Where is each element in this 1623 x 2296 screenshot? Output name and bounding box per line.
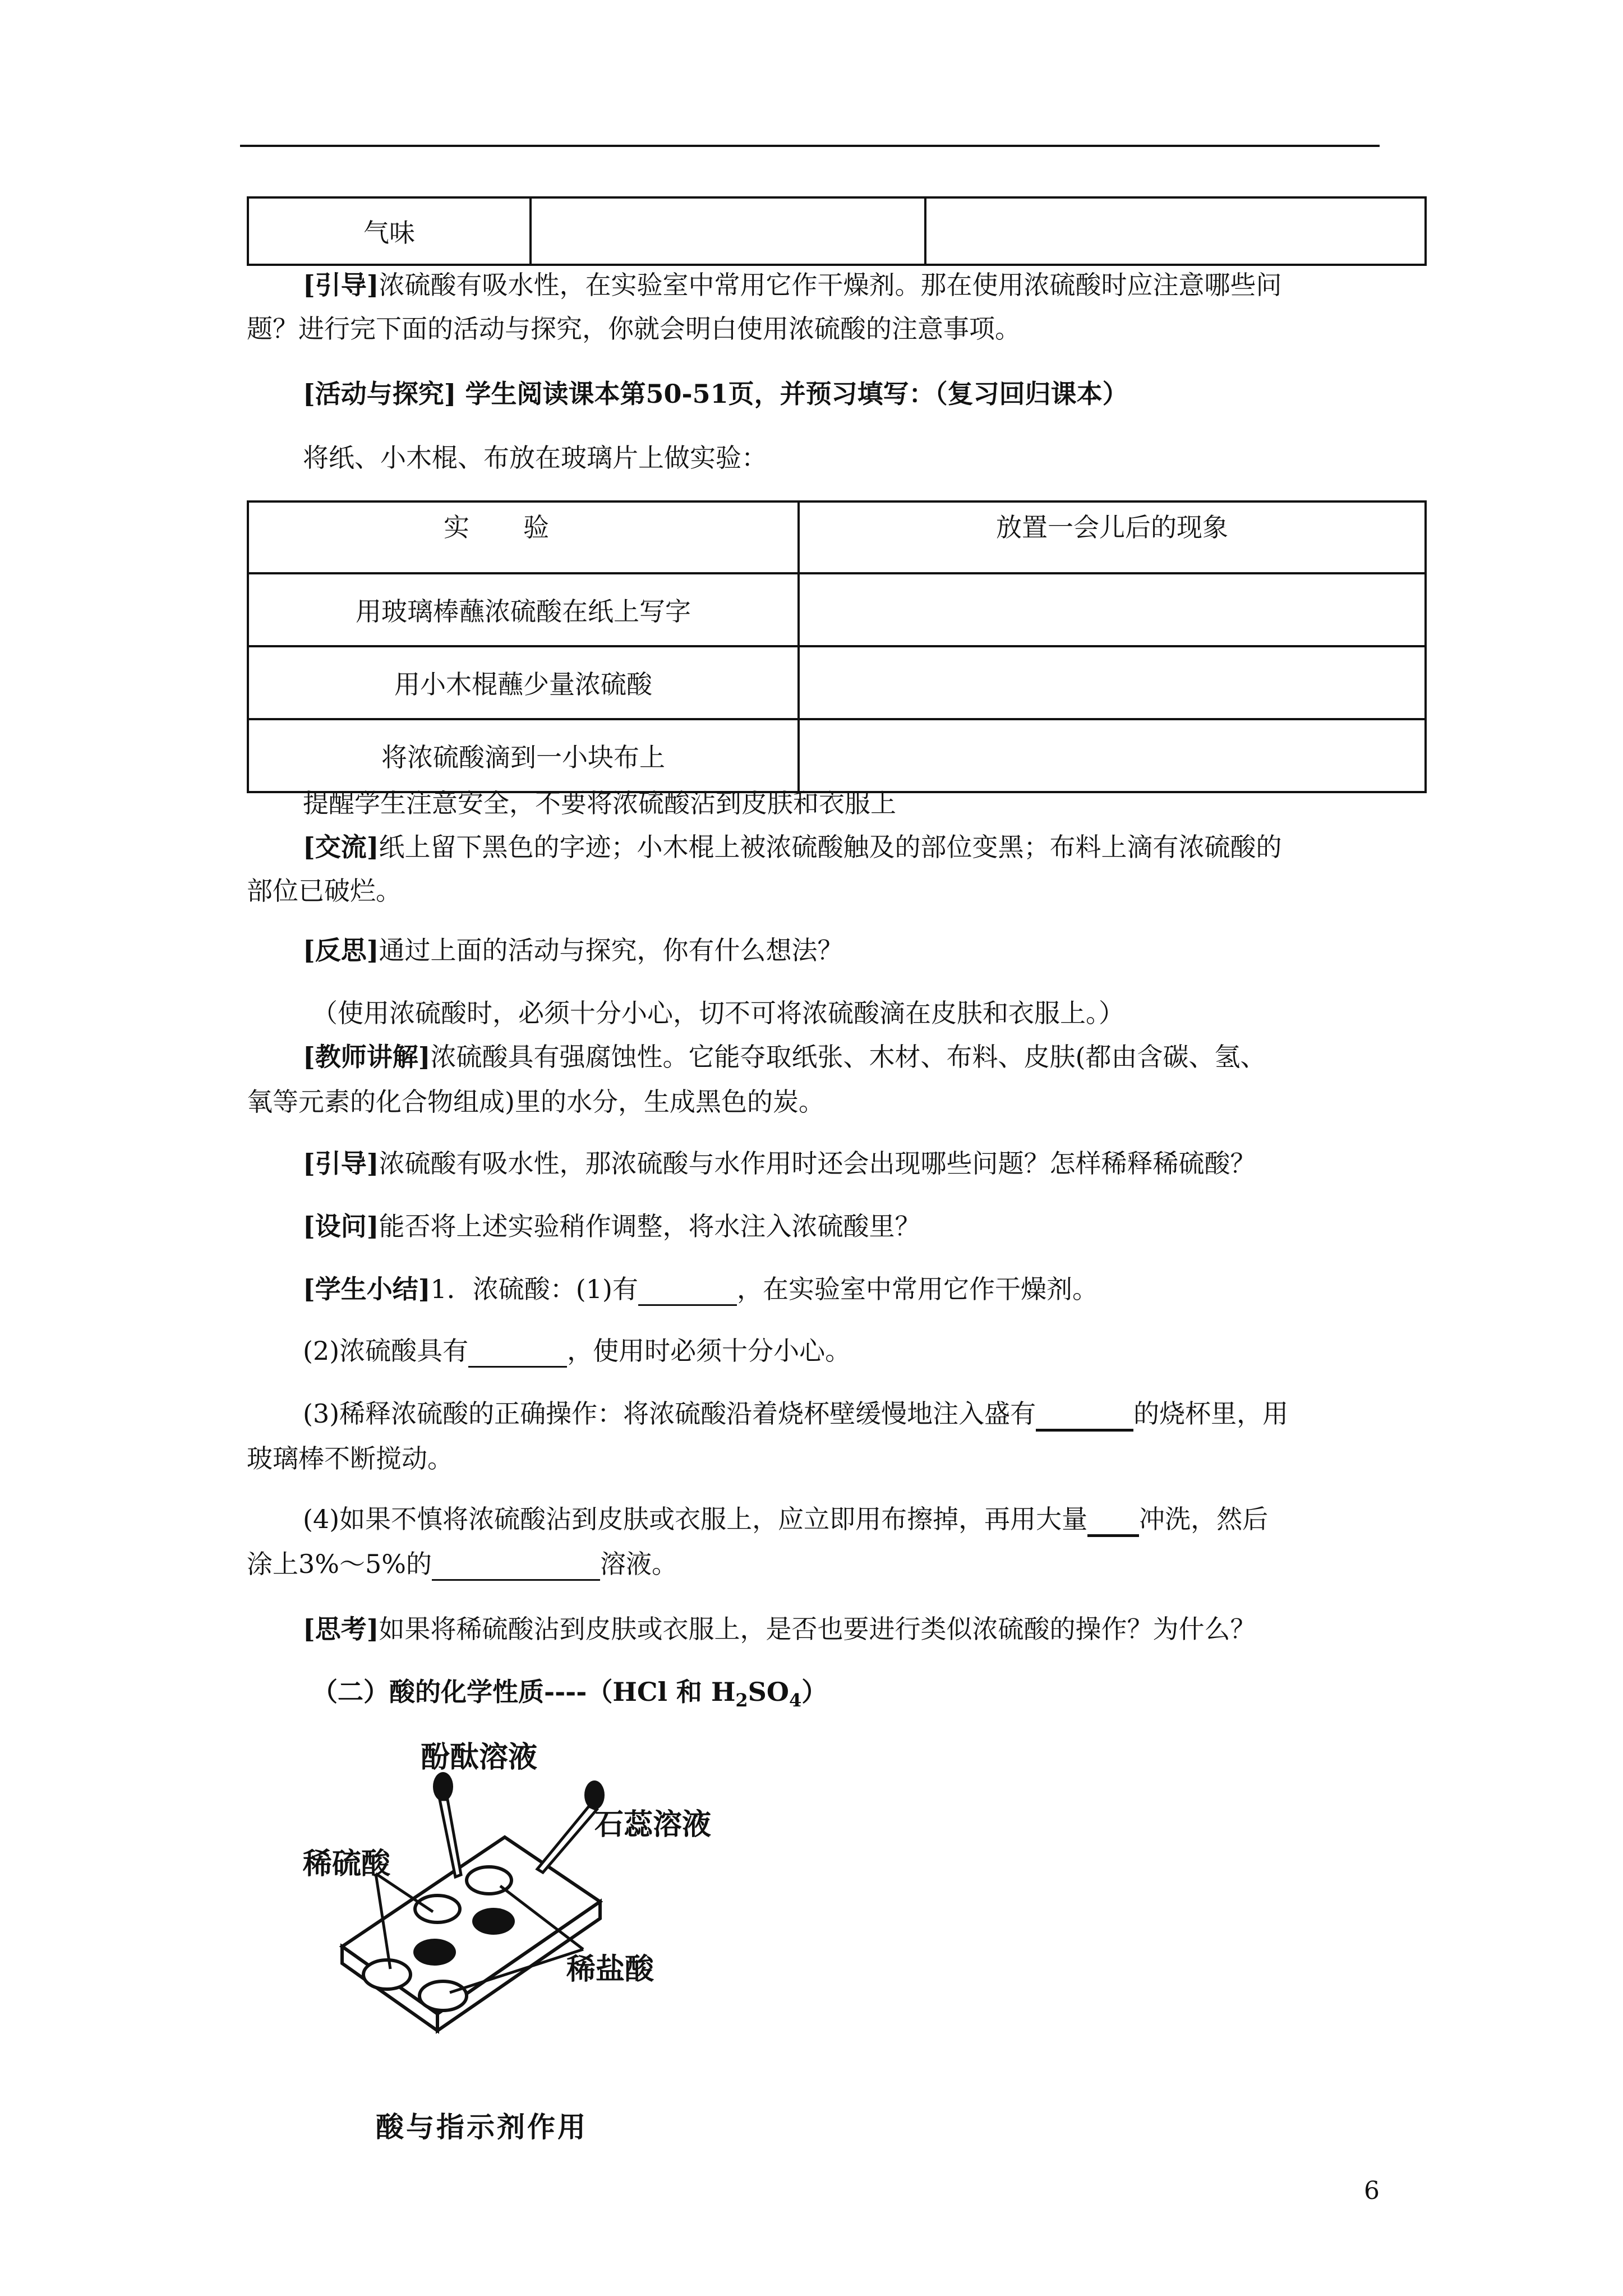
exchange-tag: [交流] <box>303 832 379 862</box>
observation-cell <box>799 646 1426 719</box>
exchange-line-1 <box>303 832 1282 862</box>
teacher-explanation-text: 浓硫酸具有强腐蚀性。它能夺取纸张、木材、布料、皮肤(都由含碳、氢、 <box>430 1042 1266 1072</box>
experiment-table <box>247 500 1427 793</box>
label-dilute-hydrochloric-acid: 稀盐酸 <box>566 1953 654 1986</box>
experiment-cell: 将浓硫酸滴到一小块布上 <box>248 719 799 792</box>
summary-item-3-line-1 <box>303 1399 1288 1432</box>
odor-observation-cell <box>531 197 925 265</box>
think-tag: [思考] <box>303 1614 379 1644</box>
reflection-text: 通过上面的活动与探究，你有什么想法？ <box>379 935 843 965</box>
summary-text: (3)稀释浓硫酸的正确操作：将浓硫酸沿着烧杯壁缓慢地注入盛有 <box>303 1398 1036 1429</box>
summary-text: 冲洗，然后 <box>1139 1504 1269 1534</box>
guide-paragraph-2 <box>303 1149 1256 1179</box>
summary-text: 1．浓硫酸：(1)有 <box>430 1274 638 1304</box>
label-litmus: 石蕊溶液 <box>594 1808 712 1842</box>
experiment-cell: 用小木棍蘸少量浓硫酸 <box>248 646 799 719</box>
question-paragraph <box>303 1212 921 1241</box>
reflection-tag: [反思] <box>303 935 379 965</box>
fill-blank-water[interactable] <box>1036 1399 1133 1432</box>
question-tag: [设问] <box>303 1211 379 1241</box>
summary-text: ，使用时必须十分小心。 <box>567 1336 851 1366</box>
section-heading-text: ） <box>801 1677 828 1707</box>
section-2-heading <box>312 1677 827 1711</box>
think-paragraph <box>303 1614 1256 1644</box>
label-phenolphthalein: 酚酞溶液 <box>421 1741 538 1774</box>
fill-blank-rinse[interactable] <box>1087 1504 1139 1537</box>
table-row <box>248 719 1426 792</box>
well-empty <box>419 1981 467 2010</box>
observation-cell <box>799 573 1426 646</box>
well-empty <box>363 1960 411 1989</box>
dropper-phenolphthalein <box>433 1772 461 1877</box>
guide-text: 浓硫酸有吸水性，在实验室中常用它作干燥剂。那在使用浓硫酸时应注意哪些问 <box>379 270 1282 300</box>
section-heading-text: （二）酸的化学性质----（HCl 和 H <box>312 1677 736 1707</box>
label-dilute-sulfuric-acid: 稀硫酸 <box>303 1847 391 1881</box>
table-row <box>248 573 1426 646</box>
summary-item-1 <box>303 1274 1098 1306</box>
exchange-text: 纸上留下黑色的字迹；小木棍上被浓硫酸触及的部位变黑；布料上滴有浓硫酸的 <box>379 832 1282 862</box>
teacher-explanation-line-1 <box>303 1042 1266 1072</box>
header-rule <box>240 145 1380 147</box>
well-filled <box>472 1908 515 1935</box>
summary-tag: [学生小结] <box>303 1274 431 1304</box>
table-header-row <box>248 501 1426 573</box>
fill-blank-hygroscopic[interactable] <box>638 1274 737 1306</box>
well-empty <box>415 1895 460 1922</box>
safety-reminder: 提醒学生注意安全，不要将浓硫酸沾到皮肤和衣服上 <box>303 788 896 818</box>
summary-item-4-line-1 <box>303 1504 1268 1537</box>
teacher-explanation-tag: [教师讲解] <box>303 1042 431 1072</box>
well-filled <box>413 1939 456 1966</box>
page-number: 6 <box>1364 2177 1380 2205</box>
think-text: 如果将稀硫酸沾到皮肤或衣服上，是否也要进行类似浓硫酸的操作？为什么？ <box>379 1614 1256 1644</box>
guide-paragraph-1-line-2: 题？进行完下面的活动与探究，你就会明白使用浓硫酸的注意事项。 <box>247 314 1021 344</box>
guide-tag: [引导] <box>303 1148 379 1179</box>
summary-item-2 <box>303 1336 851 1368</box>
header-observation: 放置一会儿后的现象 <box>799 501 1426 573</box>
teacher-explanation-line-2: 氧等元素的化合物组成)里的水分，生成黑色的炭。 <box>247 1087 824 1117</box>
summary-text: 溶液。 <box>600 1549 677 1579</box>
observation-cell <box>799 719 1426 792</box>
reflection-line <box>303 936 843 965</box>
summary-text: 的烧杯里，用 <box>1133 1398 1289 1429</box>
table-row <box>248 197 1426 265</box>
figure-caption: 酸与指示剂作用 <box>376 2111 588 2143</box>
section-heading-text: SO <box>748 1677 789 1707</box>
guide-paragraph-1-line-1 <box>303 270 1282 300</box>
experiment-cell: 用玻璃棒蘸浓硫酸在纸上写字 <box>248 573 799 646</box>
odor-extra-cell <box>925 197 1426 265</box>
summary-text: (2)浓硫酸具有 <box>303 1336 469 1366</box>
summary-text: 涂上3%～5%的 <box>247 1549 432 1579</box>
spot-plate-illustration <box>303 1733 729 2081</box>
summary-item-4-line-2 <box>247 1549 677 1581</box>
guide-text: 浓硫酸有吸水性，那浓硫酸与水作用时还会出现哪些问题？怎样稀释稀硫酸？ <box>379 1148 1256 1179</box>
experiment-intro: 将纸、小木棍、布放在玻璃片上做实验： <box>303 443 767 473</box>
table-row <box>248 646 1426 719</box>
odor-label-cell: 气味 <box>248 197 531 265</box>
summary-item-3-line-2: 玻璃棒不断搅动。 <box>247 1443 453 1474</box>
reflection-answer: （使用浓硫酸时，必须十分小心，切不可将浓硫酸滴在皮肤和衣服上。） <box>312 998 1124 1028</box>
activity-heading: [活动与探究] 学生阅读课本第50-51页，并预习填写：（复习回归课本） <box>303 379 1128 409</box>
guide-tag: [引导] <box>303 270 379 300</box>
subscript: 4 <box>789 1690 802 1711</box>
question-text: 能否将上述实验稍作调整，将水注入浓硫酸里？ <box>379 1211 921 1241</box>
indicator-figure <box>303 1733 729 2081</box>
subscript: 2 <box>735 1690 748 1711</box>
summary-text: (4)如果不慎将浓硫酸沾到皮肤或衣服上，应立即用布擦掉，再用大量 <box>303 1504 1088 1534</box>
fill-blank-solution[interactable] <box>432 1549 600 1581</box>
summary-text: ，在实验室中常用它作干燥剂。 <box>736 1274 1098 1304</box>
exchange-line-2: 部位已破烂。 <box>247 876 402 906</box>
property-table-fragment <box>247 196 1427 266</box>
fill-blank-corrosive[interactable] <box>468 1336 567 1368</box>
header-experiment: 实验 <box>248 501 799 573</box>
